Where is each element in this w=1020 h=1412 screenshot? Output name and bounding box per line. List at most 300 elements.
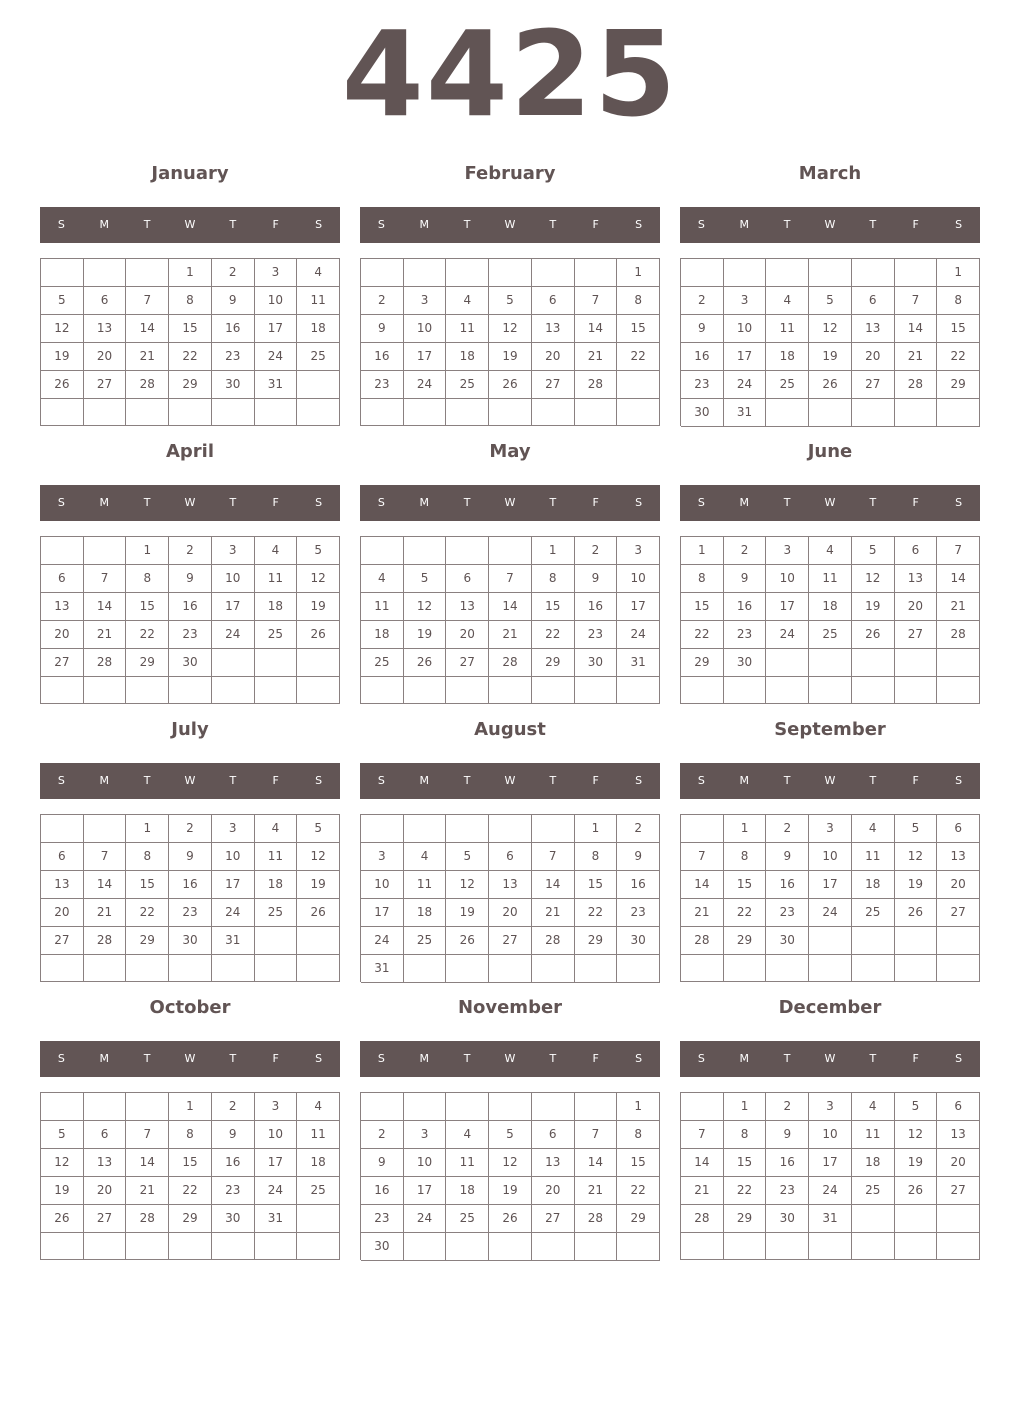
day-cell: 21 — [532, 899, 575, 927]
day-cell: 6 — [532, 1121, 575, 1149]
day-cell: 31 — [809, 1205, 852, 1233]
day-cell: 24 — [724, 371, 767, 399]
day-cell: 22 — [126, 621, 169, 649]
day-cell: 4 — [446, 287, 489, 315]
day-cell: 31 — [361, 955, 404, 983]
day-cell: 29 — [681, 649, 724, 677]
empty-cell — [766, 649, 809, 677]
day-cell: 30 — [681, 399, 724, 427]
weekday-header — [40, 763, 340, 799]
empty-cell — [255, 955, 298, 982]
day-cell: 29 — [724, 927, 767, 955]
day-cell: 14 — [575, 1149, 618, 1177]
day-cell: 18 — [852, 871, 895, 899]
weekday-label: F — [592, 1052, 599, 1065]
empty-cell — [212, 1233, 255, 1260]
weekday-header — [40, 1041, 340, 1077]
day-cell: 4 — [404, 843, 447, 871]
day-cell: 9 — [361, 1149, 404, 1177]
day-cell: 25 — [297, 1177, 340, 1205]
weekday-label: S — [955, 774, 963, 787]
weekday-header — [680, 207, 980, 243]
empty-cell — [297, 371, 340, 399]
empty-cell — [446, 677, 489, 704]
day-cell: 26 — [895, 1177, 938, 1205]
day-cell: 30 — [212, 1205, 255, 1233]
day-cell: 2 — [766, 1093, 809, 1121]
day-cell: 19 — [489, 343, 532, 371]
day-cell: 30 — [169, 649, 212, 677]
empty-cell — [489, 955, 532, 983]
day-cell: 11 — [852, 1121, 895, 1149]
day-cell: 6 — [532, 287, 575, 315]
day-cell: 30 — [766, 927, 809, 955]
day-cell: 8 — [937, 287, 980, 315]
empty-cell — [297, 955, 340, 982]
weekday-label: S — [635, 218, 643, 231]
empty-cell — [126, 677, 169, 704]
weekday-label: S — [955, 218, 963, 231]
day-cell: 10 — [212, 565, 255, 593]
month-title: March — [798, 163, 862, 184]
empty-cell — [169, 399, 212, 426]
day-cell: 22 — [724, 899, 767, 927]
day-cell: 9 — [766, 1121, 809, 1149]
day-cell: 20 — [937, 871, 980, 899]
weekday-label: S — [697, 218, 705, 231]
day-cell: 8 — [126, 843, 169, 871]
day-cell: 24 — [212, 621, 255, 649]
weekday-label: W — [184, 774, 196, 787]
day-cell: 23 — [169, 621, 212, 649]
empty-cell — [809, 259, 852, 287]
day-cell: 31 — [617, 649, 660, 677]
day-cell: 7 — [126, 287, 169, 315]
empty-cell — [41, 1233, 84, 1260]
weekday-label: F — [272, 1052, 279, 1065]
day-cell: 27 — [41, 649, 84, 677]
weekday-label: W — [824, 774, 836, 787]
day-cell: 30 — [169, 927, 212, 955]
day-cell: 26 — [852, 621, 895, 649]
day-cell: 27 — [446, 649, 489, 677]
empty-cell — [617, 1233, 660, 1261]
day-cell: 25 — [255, 621, 298, 649]
day-cell: 22 — [681, 621, 724, 649]
day-cell: 6 — [852, 287, 895, 315]
weekday-label: F — [912, 1052, 919, 1065]
weekday-label: S — [635, 496, 643, 509]
weekday-label: W — [184, 218, 196, 231]
day-cell: 28 — [575, 371, 618, 399]
day-cell: 25 — [446, 371, 489, 399]
empty-cell — [724, 677, 767, 704]
day-cell: 29 — [169, 371, 212, 399]
day-cell: 12 — [809, 315, 852, 343]
day-cell: 25 — [361, 649, 404, 677]
day-cell: 31 — [212, 927, 255, 955]
empty-cell — [41, 1093, 84, 1121]
empty-cell — [84, 537, 127, 565]
weekday-label: S — [955, 496, 963, 509]
day-cell: 23 — [361, 1205, 404, 1233]
day-cell: 27 — [895, 621, 938, 649]
day-cell: 4 — [852, 1093, 895, 1121]
day-cell: 20 — [41, 621, 84, 649]
day-cell: 16 — [212, 1149, 255, 1177]
day-cell: 14 — [126, 1149, 169, 1177]
day-cell: 15 — [169, 315, 212, 343]
day-cell: 9 — [575, 565, 618, 593]
day-cell: 8 — [532, 565, 575, 593]
day-cell: 10 — [361, 871, 404, 899]
day-cell: 28 — [575, 1205, 618, 1233]
weekday-label: T — [463, 218, 471, 231]
day-cell: 14 — [895, 315, 938, 343]
day-cell: 22 — [617, 343, 660, 371]
weekday-label: S — [697, 496, 705, 509]
empty-cell — [404, 259, 447, 287]
day-cell: 7 — [895, 287, 938, 315]
empty-cell — [681, 259, 724, 287]
day-cell: 1 — [532, 537, 575, 565]
month-title: February — [464, 163, 556, 184]
day-cell: 14 — [532, 871, 575, 899]
empty-cell — [766, 1233, 809, 1260]
weekday-label: M — [419, 496, 430, 509]
empty-cell — [84, 815, 127, 843]
day-cell: 7 — [937, 537, 980, 565]
day-cell: 14 — [937, 565, 980, 593]
day-cell: 17 — [809, 871, 852, 899]
day-cell: 11 — [404, 871, 447, 899]
empty-cell — [84, 955, 127, 982]
empty-cell — [489, 1093, 532, 1121]
day-cell: 21 — [575, 1177, 618, 1205]
empty-cell — [895, 927, 938, 955]
day-cell: 15 — [126, 871, 169, 899]
day-cell: 10 — [617, 565, 660, 593]
empty-cell — [41, 259, 84, 287]
weekday-label: F — [272, 496, 279, 509]
day-cell: 6 — [84, 287, 127, 315]
weekday-header — [680, 1041, 980, 1077]
day-cell: 14 — [681, 871, 724, 899]
weekday-label: M — [739, 496, 750, 509]
day-cell: 23 — [361, 371, 404, 399]
day-cell: 24 — [255, 343, 298, 371]
day-cell: 12 — [852, 565, 895, 593]
day-cell: 21 — [937, 593, 980, 621]
day-cell: 7 — [681, 1121, 724, 1149]
day-cell: 14 — [489, 593, 532, 621]
weekday-label: T — [869, 1052, 877, 1065]
day-cell: 22 — [575, 899, 618, 927]
day-cell: 29 — [937, 371, 980, 399]
empty-cell — [446, 1093, 489, 1121]
day-cell: 17 — [361, 899, 404, 927]
month-title: November — [457, 997, 563, 1018]
day-cell: 17 — [255, 1149, 298, 1177]
day-cell: 26 — [895, 899, 938, 927]
day-cell: 2 — [575, 537, 618, 565]
empty-cell — [852, 677, 895, 704]
weekday-label: T — [549, 496, 557, 509]
day-cell: 8 — [126, 565, 169, 593]
day-cell: 9 — [681, 315, 724, 343]
day-cell: 3 — [212, 815, 255, 843]
day-cell: 24 — [212, 899, 255, 927]
day-grid — [680, 814, 980, 982]
day-cell: 4 — [809, 537, 852, 565]
weekday-label: W — [504, 218, 516, 231]
weekday-label: S — [697, 774, 705, 787]
empty-cell — [852, 259, 895, 287]
day-cell: 14 — [84, 593, 127, 621]
weekday-label: T — [229, 774, 237, 787]
day-cell: 4 — [297, 1093, 340, 1121]
day-cell: 9 — [361, 315, 404, 343]
day-cell: 15 — [617, 1149, 660, 1177]
empty-cell — [575, 677, 618, 704]
day-cell: 5 — [489, 287, 532, 315]
weekday-label: W — [184, 496, 196, 509]
day-cell: 17 — [404, 1177, 447, 1205]
day-cell: 14 — [126, 315, 169, 343]
day-cell: 10 — [404, 1149, 447, 1177]
day-cell: 5 — [446, 843, 489, 871]
day-cell: 7 — [681, 843, 724, 871]
empty-cell — [937, 927, 980, 955]
day-cell: 3 — [809, 1093, 852, 1121]
weekday-label: T — [463, 1052, 471, 1065]
day-cell: 25 — [809, 621, 852, 649]
day-cell: 26 — [404, 649, 447, 677]
day-cell: 19 — [41, 1177, 84, 1205]
weekday-label: W — [504, 1052, 516, 1065]
weekday-label: W — [824, 496, 836, 509]
day-cell: 4 — [852, 815, 895, 843]
day-cell: 1 — [617, 1093, 660, 1121]
empty-cell — [852, 955, 895, 982]
day-cell: 11 — [297, 1121, 340, 1149]
day-cell: 23 — [169, 899, 212, 927]
day-cell: 20 — [937, 1149, 980, 1177]
day-cell: 17 — [809, 1149, 852, 1177]
day-cell: 1 — [169, 1093, 212, 1121]
day-cell: 16 — [361, 1177, 404, 1205]
empty-cell — [575, 955, 618, 983]
month-title: May — [489, 441, 531, 462]
empty-cell — [404, 1233, 447, 1261]
day-cell: 7 — [575, 1121, 618, 1149]
day-cell: 3 — [724, 287, 767, 315]
day-cell: 19 — [297, 593, 340, 621]
empty-cell — [361, 537, 404, 565]
day-cell: 24 — [361, 927, 404, 955]
day-cell: 14 — [575, 315, 618, 343]
day-cell: 15 — [724, 1149, 767, 1177]
empty-cell — [84, 1233, 127, 1260]
day-cell: 15 — [681, 593, 724, 621]
day-cell: 13 — [852, 315, 895, 343]
day-cell: 15 — [126, 593, 169, 621]
empty-cell — [404, 399, 447, 426]
empty-cell — [169, 955, 212, 982]
day-cell: 6 — [489, 843, 532, 871]
empty-cell — [489, 259, 532, 287]
weekday-label: F — [912, 774, 919, 787]
day-cell: 5 — [489, 1121, 532, 1149]
empty-cell — [212, 955, 255, 982]
day-cell: 24 — [809, 1177, 852, 1205]
day-cell: 30 — [575, 649, 618, 677]
day-cell: 27 — [489, 927, 532, 955]
empty-cell — [126, 955, 169, 982]
day-cell: 29 — [532, 649, 575, 677]
day-cell: 12 — [489, 1149, 532, 1177]
empty-cell — [361, 677, 404, 704]
empty-cell — [41, 537, 84, 565]
day-cell: 17 — [212, 593, 255, 621]
day-cell: 31 — [255, 371, 298, 399]
day-cell: 19 — [489, 1177, 532, 1205]
empty-cell — [446, 955, 489, 983]
weekday-label: S — [377, 1052, 385, 1065]
day-grid — [360, 814, 660, 982]
empty-cell — [766, 399, 809, 427]
day-cell: 10 — [724, 315, 767, 343]
empty-cell — [937, 677, 980, 704]
day-cell: 15 — [532, 593, 575, 621]
day-cell: 16 — [724, 593, 767, 621]
weekday-label: F — [592, 774, 599, 787]
day-cell: 4 — [446, 1121, 489, 1149]
day-cell: 28 — [126, 1205, 169, 1233]
day-cell: 12 — [895, 1121, 938, 1149]
empty-cell — [361, 1093, 404, 1121]
day-cell: 27 — [41, 927, 84, 955]
weekday-label: T — [869, 496, 877, 509]
empty-cell — [297, 1205, 340, 1233]
empty-cell — [169, 1233, 212, 1260]
day-cell: 16 — [766, 1149, 809, 1177]
weekday-label: W — [504, 496, 516, 509]
empty-cell — [895, 399, 938, 427]
day-cell: 24 — [255, 1177, 298, 1205]
day-cell: 19 — [809, 343, 852, 371]
day-cell: 8 — [617, 1121, 660, 1149]
day-cell: 2 — [169, 815, 212, 843]
weekday-header — [360, 1041, 660, 1077]
day-cell: 26 — [41, 371, 84, 399]
day-grid — [680, 258, 980, 426]
day-cell: 13 — [84, 315, 127, 343]
day-cell: 20 — [41, 899, 84, 927]
day-cell: 5 — [809, 287, 852, 315]
empty-cell — [361, 815, 404, 843]
day-cell: 18 — [255, 593, 298, 621]
day-cell: 1 — [575, 815, 618, 843]
weekday-label: T — [783, 496, 791, 509]
empty-cell — [532, 1093, 575, 1121]
empty-cell — [84, 259, 127, 287]
weekday-label: T — [783, 218, 791, 231]
day-cell: 10 — [766, 565, 809, 593]
day-grid — [40, 814, 340, 982]
day-cell: 27 — [532, 371, 575, 399]
day-cell: 14 — [681, 1149, 724, 1177]
weekday-label: S — [57, 774, 65, 787]
day-cell: 13 — [84, 1149, 127, 1177]
day-cell: 29 — [617, 1205, 660, 1233]
empty-cell — [446, 815, 489, 843]
day-cell: 8 — [169, 287, 212, 315]
weekday-label: S — [57, 496, 65, 509]
day-cell: 7 — [532, 843, 575, 871]
day-cell: 5 — [41, 287, 84, 315]
day-cell: 29 — [575, 927, 618, 955]
empty-cell — [575, 1093, 618, 1121]
day-grid — [680, 536, 980, 704]
empty-cell — [41, 399, 84, 426]
empty-cell — [489, 537, 532, 565]
day-cell: 23 — [681, 371, 724, 399]
day-cell: 13 — [895, 565, 938, 593]
day-cell: 11 — [255, 843, 298, 871]
weekday-label: M — [419, 218, 430, 231]
empty-cell — [681, 677, 724, 704]
day-cell: 21 — [489, 621, 532, 649]
weekday-label: T — [549, 218, 557, 231]
day-cell: 25 — [766, 371, 809, 399]
day-cell: 2 — [212, 1093, 255, 1121]
weekday-label: T — [463, 774, 471, 787]
day-cell: 22 — [532, 621, 575, 649]
day-cell: 6 — [895, 537, 938, 565]
day-cell: 23 — [724, 621, 767, 649]
weekday-label: T — [143, 1052, 151, 1065]
day-cell: 17 — [617, 593, 660, 621]
empty-cell — [361, 399, 404, 426]
day-cell: 19 — [404, 621, 447, 649]
empty-cell — [937, 1205, 980, 1233]
weekday-label: S — [57, 218, 65, 231]
day-cell: 5 — [404, 565, 447, 593]
day-cell: 7 — [84, 565, 127, 593]
day-grid — [40, 258, 340, 426]
empty-cell — [852, 1205, 895, 1233]
day-cell: 20 — [532, 343, 575, 371]
day-cell: 28 — [937, 621, 980, 649]
empty-cell — [895, 677, 938, 704]
day-cell: 3 — [361, 843, 404, 871]
day-cell: 6 — [84, 1121, 127, 1149]
empty-cell — [809, 677, 852, 704]
day-cell: 25 — [446, 1205, 489, 1233]
day-cell: 4 — [766, 287, 809, 315]
weekday-label: T — [463, 496, 471, 509]
day-cell: 13 — [41, 871, 84, 899]
day-cell: 26 — [41, 1205, 84, 1233]
weekday-label: S — [315, 496, 323, 509]
day-cell: 13 — [489, 871, 532, 899]
day-cell: 20 — [852, 343, 895, 371]
empty-cell — [212, 677, 255, 704]
day-cell: 11 — [766, 315, 809, 343]
day-cell: 18 — [297, 1149, 340, 1177]
empty-cell — [404, 815, 447, 843]
